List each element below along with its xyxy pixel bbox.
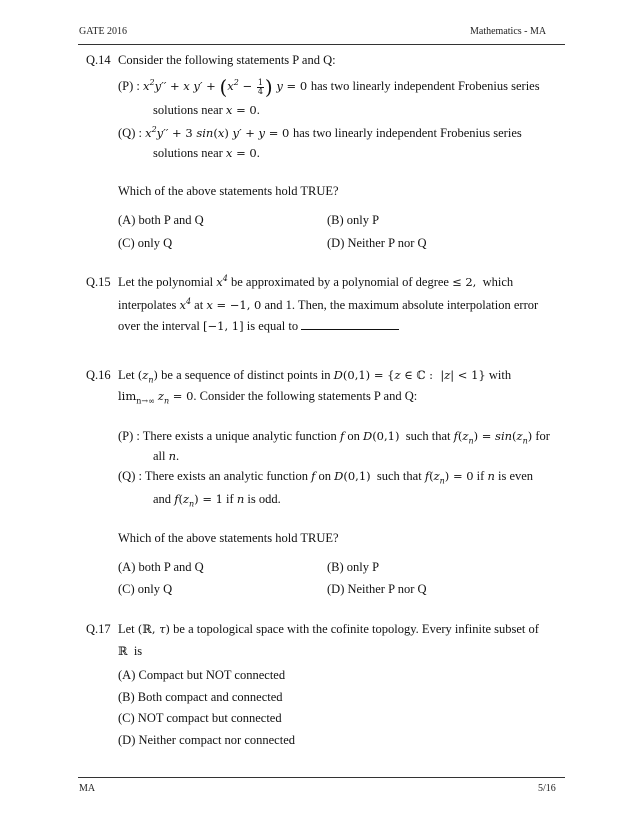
q16-number: Q.16 bbox=[86, 368, 111, 382]
q14-statement-q: (Q) : $x^2y'' + 3$ sin(x) y′ + y = 0 has two linearly independent Frobenius series bbox=[118, 125, 522, 140]
q17-option-c[interactable]: (C) NOT compact but connected bbox=[118, 711, 282, 725]
q14-ask: Which of the above statements hold TRUE? bbox=[118, 184, 339, 198]
header-right: Mathematics - MA bbox=[470, 26, 547, 37]
header-rule bbox=[78, 44, 565, 45]
q15-number: Q.15 bbox=[86, 275, 111, 289]
q16-option-a[interactable]: (A) both P and Q bbox=[118, 560, 204, 574]
q14-stem: Consider the following statements P and Q: bbox=[118, 53, 336, 67]
q16-option-c[interactable]: (C) only Q bbox=[118, 582, 173, 596]
q16-statement-p: (P) : There exists a unique analytic function f on D(0,1) such that $f(z_n) = \sin(z_n)$ for bbox=[118, 429, 550, 446]
q17-number: Q.17 bbox=[86, 622, 111, 636]
q16-statement-q: (Q) : There exists an analytic function f on D(0,1) such that $f(z_n) = 0$ if n is even bbox=[118, 469, 534, 486]
q16-line2: $\lim_{n\to\infty} z_n = 0$. Consider the following statements P and Q: bbox=[118, 389, 418, 406]
q15-line3: over the interval [−1, 1] is equal to bbox=[118, 318, 399, 334]
q15-answer-blank[interactable] bbox=[301, 329, 399, 330]
q17-option-b[interactable]: (B) Both compact and connected bbox=[118, 690, 283, 704]
q16-statement-p-line2: all n. bbox=[153, 449, 180, 463]
q16-option-b[interactable]: (B) only P bbox=[327, 560, 380, 574]
q17-option-d[interactable]: (D) Neither compact nor connected bbox=[118, 733, 296, 747]
q16-line1: Let $(z_n)$ be a sequence of distinct points in D(0,1) = {z ∈ ℂ : |z| < 1} with bbox=[118, 368, 512, 385]
footer-left: MA bbox=[79, 783, 96, 794]
q14-option-b[interactable]: (B) only P bbox=[327, 213, 380, 227]
footer-rule bbox=[78, 777, 565, 778]
q14-statement-q-line2: solutions near x = 0. bbox=[153, 146, 260, 160]
q15-line1: Let the polynomial $x^4$ be approximated by a polynomial of degree ≤ 2, which bbox=[118, 274, 514, 289]
q16-option-d[interactable]: (D) Neither P nor Q bbox=[327, 582, 427, 596]
q14-statement-p: (P) : $x^2y'' + x$ $y' + (x^2$ − $\frac{1}{4}$ ) y = 0 has two linearly independent Frobenius series bbox=[118, 75, 540, 100]
q17-line1: Let (ℝ, τ) be a topological space with the cofinite topology. Every infinite subset of bbox=[118, 622, 539, 636]
q14-number: Q.14 bbox=[86, 53, 111, 67]
q17-option-a[interactable]: (A) Compact but NOT connected bbox=[118, 668, 286, 682]
header-left: GATE 2016 bbox=[79, 26, 128, 37]
q15-line2: interpolates $x^4$ at x = −1, 0 and 1. Then, the maximum absolute interpolation error bbox=[118, 297, 539, 312]
q14-option-c[interactable]: (C) only Q bbox=[118, 236, 173, 250]
q16-ask: Which of the above statements hold TRUE? bbox=[118, 531, 339, 545]
q14-statement-p-line2: solutions near x = 0. bbox=[153, 103, 260, 117]
page-number: 5/16 bbox=[538, 783, 556, 794]
q14-option-d[interactable]: (D) Neither P nor Q bbox=[327, 236, 427, 250]
q14-option-a[interactable]: (A) both P and Q bbox=[118, 213, 204, 227]
q17-line2: ℝ is bbox=[118, 644, 143, 658]
q16-statement-q-line2: and $f(z_n) = 1$ if n is odd. bbox=[153, 492, 281, 509]
